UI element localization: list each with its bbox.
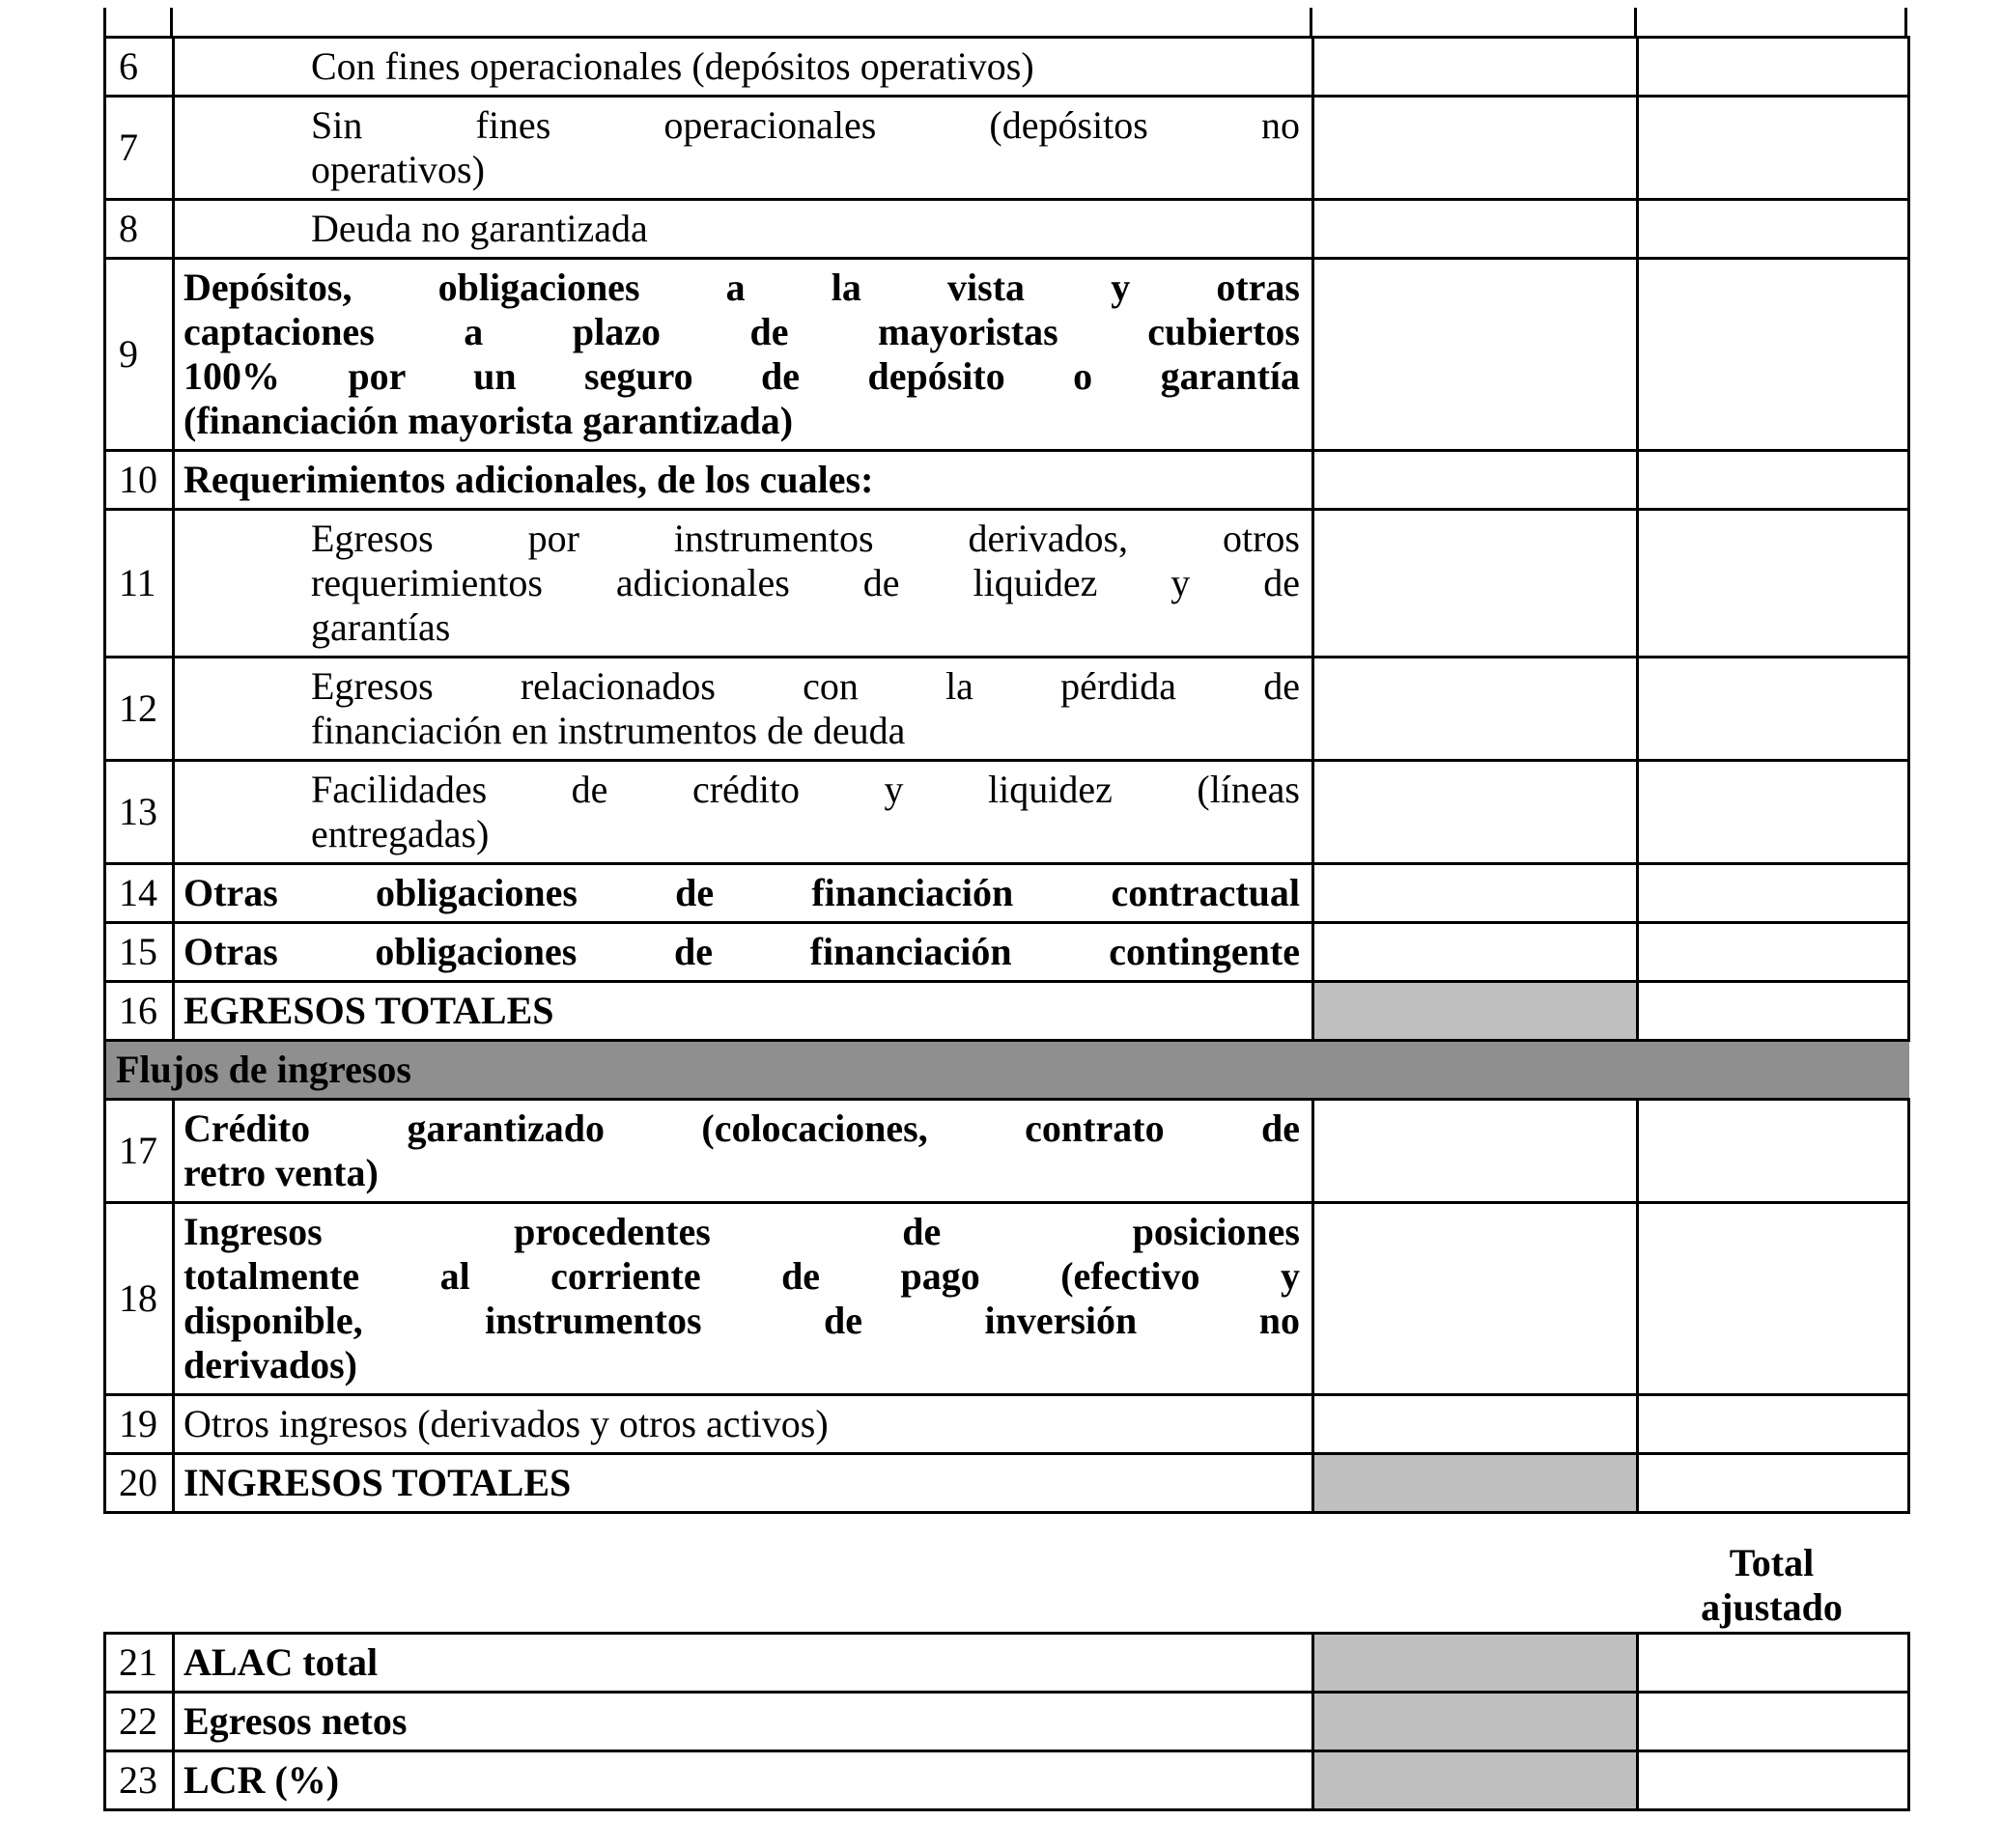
value-cell [1313,200,1638,259]
adjusted-value-cell [1638,1634,1909,1693]
adjusted-value-cell [1638,259,1909,451]
row-description [174,1634,1313,1693]
row-description [174,982,1313,1041]
row-number: 20 [105,1454,174,1513]
adjusted-value-cell [1638,864,1909,923]
value-cell [1313,38,1638,97]
row-number: 13 [105,761,174,864]
table-row [105,451,1909,510]
row-description [174,1693,1313,1751]
table-row [105,1693,1909,1751]
top-border-stub [103,8,106,36]
row-number: 15 [105,923,174,982]
description-line: totalmente al corriente de pago (efectivo y [183,1254,1300,1298]
row-number: 12 [105,658,174,761]
row-number: 6 [105,38,174,97]
value-cell [1313,761,1638,864]
value-cell [1313,1203,1638,1395]
description-line: entregadas) [311,812,490,855]
row-description [174,1203,1313,1395]
table-row [105,1100,1909,1203]
row-number: 19 [105,1395,174,1454]
description-line: Deuda no garantizada [311,207,648,250]
liquidity-totals-table-body [105,1634,1909,1810]
adjusted-value-cell [1638,1693,1909,1751]
description-line: derivados) [183,1343,357,1386]
adjusted-value-cell [1638,38,1909,97]
section-header-row [105,1041,1909,1100]
value-cell [1313,97,1638,200]
row-number: 17 [105,1100,174,1203]
row-description [174,510,1313,658]
row-number: 11 [105,510,174,658]
description-line: Requerimientos adicionales, de los cuales: [183,458,874,501]
row-description [174,1395,1313,1454]
description-line: Ingresos procedentes de posiciones [183,1210,1300,1253]
description-line: disponible, instrumentos de inversión no [183,1299,1300,1342]
description-line: EGRESOS TOTALES [183,989,554,1032]
row-number: 22 [105,1693,174,1751]
value-cell [1313,1751,1638,1810]
adjusted-value-cell [1638,1100,1909,1203]
adjusted-total-header [1636,1541,1907,1630]
row-number: 8 [105,200,174,259]
value-cell [1313,510,1638,658]
table-row [105,97,1909,200]
row-description [174,658,1313,761]
value-cell [1313,1693,1638,1751]
row-number: 7 [105,97,174,200]
description-line: 100% por un seguro de depósito o garantía [183,354,1300,398]
description-line: Facilidades de crédito y liquidez (líneas [311,768,1300,811]
description-line: retro venta) [183,1151,379,1194]
value-cell [1313,982,1638,1041]
row-description [174,259,1313,451]
description-line: Otras obligaciones de financiación contractual [183,871,1300,914]
description-line: INGRESOS TOTALES [183,1461,572,1504]
liquidity-main-table [103,36,1910,1514]
value-cell [1313,451,1638,510]
row-description [174,1100,1313,1203]
value-cell [1313,923,1638,982]
table-row [105,982,1909,1041]
row-description [174,38,1313,97]
adjusted-value-cell [1638,1203,1909,1395]
row-number: 21 [105,1634,174,1693]
description-line: Crédito garantizado (colocaciones, contrato de [183,1106,1300,1150]
description-line: financiación en instrumentos de deuda [311,709,906,752]
row-number: 10 [105,451,174,510]
description-line: Sin fines operacionales (depósitos no [311,103,1300,147]
adjusted-total-header-label: Total ajustado [1701,1541,1843,1629]
row-description [174,923,1313,982]
description-line: garantías [311,605,451,649]
row-description [174,97,1313,200]
adjusted-value-cell [1638,761,1909,864]
description-line: Otras obligaciones de financiación contingente [183,930,1300,973]
table-row [105,658,1909,761]
adjusted-value-cell [1638,200,1909,259]
liquidity-totals-table [103,1632,1910,1811]
value-cell [1313,1395,1638,1454]
description-line: Egresos relacionados con la pérdida de [311,664,1300,708]
adjusted-value-cell [1638,97,1909,200]
row-description [174,1751,1313,1810]
row-description [174,200,1313,259]
table-row [105,1395,1909,1454]
table-row [105,761,1909,864]
table-row [105,1454,1909,1513]
table-row [105,1203,1909,1395]
row-description [174,1454,1313,1513]
adjusted-value-cell [1638,451,1909,510]
description-line: captaciones a plazo de mayoristas cubiertos [183,310,1300,353]
value-cell [1313,259,1638,451]
row-number: 16 [105,982,174,1041]
adjusted-value-cell [1638,1454,1909,1513]
value-cell [1313,1634,1638,1693]
adjusted-value-cell [1638,510,1909,658]
adjusted-value-cell [1638,1751,1909,1810]
value-cell [1313,864,1638,923]
table-row [105,200,1909,259]
section-header-label: Flujos de ingresos [105,1041,1909,1100]
table-row [105,510,1909,658]
description-line: Egresos por instrumentos derivados, otros [311,517,1300,560]
description-line: ALAC total [183,1640,379,1684]
row-description [174,761,1313,864]
value-cell [1313,1454,1638,1513]
description-line: (financiación mayorista garantizada) [183,399,794,442]
row-number: 18 [105,1203,174,1395]
table-row [105,1634,1909,1693]
description-line: LCR (%) [183,1758,340,1802]
row-description [174,864,1313,923]
adjusted-value-cell [1638,982,1909,1041]
description-line: Egresos netos [183,1699,408,1743]
row-number: 14 [105,864,174,923]
adjusted-value-cell [1638,1395,1909,1454]
table-row [105,38,1909,97]
value-cell [1313,1100,1638,1203]
table-row [105,923,1909,982]
table-row [105,259,1909,451]
adjusted-value-cell [1638,658,1909,761]
row-number: 23 [105,1751,174,1810]
top-border-stub [1310,8,1312,36]
description-line: Otros ingresos (derivados y otros activos) [183,1402,829,1445]
value-cell [1313,658,1638,761]
description-line: requerimientos adicionales de liquidez y de [311,561,1300,604]
row-description [174,451,1313,510]
table-row [105,1751,1909,1810]
top-border-stub [170,8,173,36]
top-border-stub [1904,8,1907,36]
liquidity-main-table-body [105,38,1909,1513]
top-border-stub [1634,8,1637,36]
description-line: Con fines operacionales (depósitos operativos) [311,44,1034,88]
description-line: Depósitos, obligaciones a la vista y otras [183,266,1300,309]
row-number: 9 [105,259,174,451]
description-line: operativos) [311,148,485,191]
adjusted-value-cell [1638,923,1909,982]
table-row [105,864,1909,923]
